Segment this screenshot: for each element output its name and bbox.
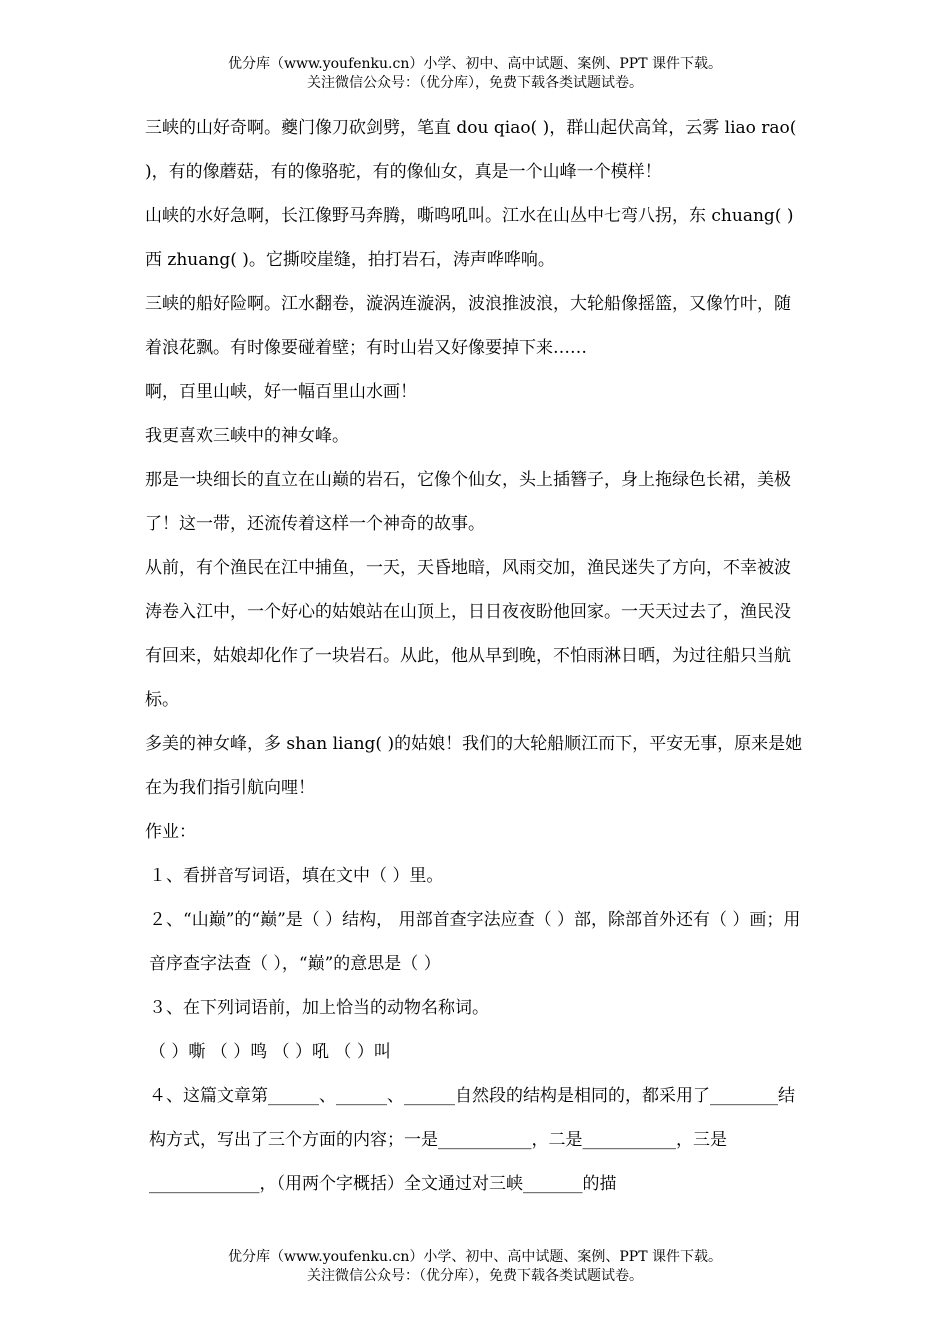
paragraph-exclamation: 啊，百里山峡，好一幅百里山水画！	[145, 382, 417, 402]
footer-line-1: 优分库（www.youfenku.cn）小学、初中、高中试题、案例、PPT 课件下载。	[227, 1249, 722, 1265]
paragraph-legend: 从前，有个渔民在江中捕鱼，一天，天昏地暗，风雨交加，渔民迷失了方向，不幸被波涛卷入江中，一个好心的姑娘站在山顶上，日日夜夜盼他回家。一天天过去了，渔民没有回来，姑娘却化作了一块岩石。从此，他从早到晚，不怕雨淋日晒，为过往船只当航标。	[145, 558, 791, 710]
exercise-item-2: ２、“山巅”的“巅”是（ ）结构， 用部首查字法应查（ ）部，除部首外还有（ ）画；用音序查字法查（ ），“巅”的意思是（ ）	[149, 910, 801, 974]
paragraph-boats: 三峡的船好险啊。江水翻卷，漩涡连漩涡，波浪推波浪，大轮船像摇篮，又像竹叶，随着浪花飘。有时像要碰着壁；有时山岩又好像要掉下来……	[145, 294, 791, 358]
page-footer	[0, 1248, 950, 1286]
exercise-animal-blanks: （ ）嘶 （ ）鸣 （ ）吼 （ ）叫	[149, 1042, 391, 1062]
paragraph-closing: 多美的神女峰，多 shan liang( )的姑娘！我们的大轮船顺江而下，平安无事，原来是她在为我们指引航向哩！	[145, 734, 803, 798]
header-line-2: 关注微信公众号：（优分库），免费下载各类试题试卷。	[307, 75, 643, 91]
document-body	[145, 106, 805, 1206]
exercise-item-3: ３、在下列词语前，加上恰当的动物名称词。	[149, 998, 489, 1018]
homework-title: 作业：	[145, 822, 196, 842]
paragraph-water: 山峡的水好急啊，长江像野马奔腾，嘶鸣吼叫。江水在山丛中七弯八拐，东 chuang( )西 zhuang( )。它撕咬崖缝，拍打岩石，涛声哗哗响。	[145, 206, 794, 270]
exercise-item-1: １、看拼音写词语，填在文中（ ）里。	[149, 866, 444, 886]
header-line-1: 优分库（www.youfenku.cn）小学、初中、高中试题、案例、PPT 课件下载。	[227, 56, 722, 72]
footer-line-2: 关注微信公众号：（优分库），免费下载各类试题试卷。	[307, 1268, 643, 1284]
paragraph-mountains: 三峡的山好奇啊。夔门像刀砍剑劈，笔直 dou qiao( )，群山起伏高耸，云雾 liao rao( )，有的像蘑菇，有的像骆驼，有的像仙女，真是一个山峰一个模样！	[145, 118, 802, 182]
page-header	[0, 55, 950, 93]
paragraph-goddess-rock: 那是一块细长的直立在山巅的岩石，它像个仙女，头上插簪子，身上拖绿色长裙，美极了！这一带，还流传着这样一个神奇的故事。	[145, 470, 791, 534]
paragraph-goddess-peak-intro: 我更喜欢三峡中的神女峰。	[145, 426, 349, 446]
exercise-item-4: ４、这篇文章第______、______、______自然段的结构是相同的，都采用了________结构方式，写出了三个方面的内容；一是___________，二是___________，三是_____________，（用两个字概括）全文通过对三峡_______的描	[149, 1086, 795, 1194]
